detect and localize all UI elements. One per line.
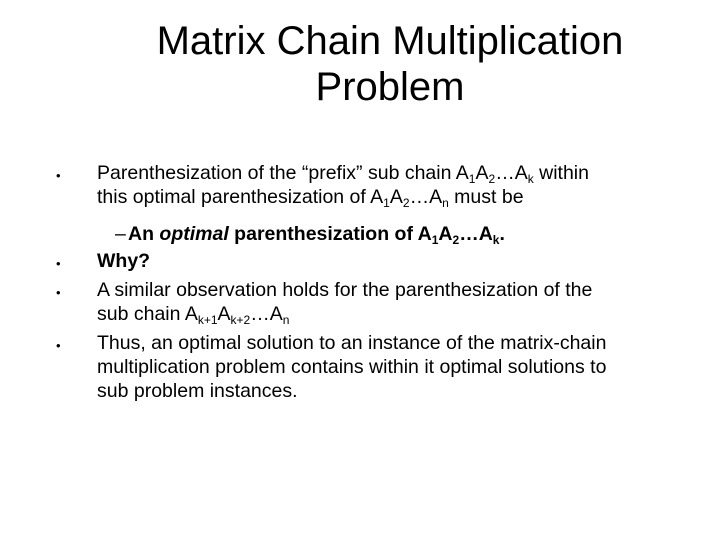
- subscript: 2: [452, 233, 460, 247]
- subscript: k: [492, 233, 500, 247]
- bullet-2: •: [56, 256, 61, 271]
- text-segment: …A: [459, 223, 493, 245]
- bullet-1: •: [56, 168, 61, 183]
- text-segment: …A: [495, 162, 528, 184]
- text-segment: .: [499, 223, 505, 245]
- text-segment: …A: [250, 303, 283, 325]
- bullet-4-line-1: Thus, an optimal solution to an instance of the matrix-chain: [97, 332, 607, 354]
- text-segment: An: [128, 223, 160, 245]
- subscript: k+2: [230, 313, 251, 327]
- sub-bullet-1: [128, 222, 505, 246]
- text-segment: parenthesization of A: [228, 223, 432, 245]
- subscript: n: [282, 313, 290, 327]
- bullet-4: •: [56, 338, 61, 353]
- bullet-1-line-1: [97, 161, 589, 185]
- text-segment: A: [389, 186, 403, 208]
- text-segment: …A: [409, 186, 443, 208]
- subscript: 1: [431, 233, 439, 247]
- bullet-4-line-3: sub problem instances.: [97, 380, 298, 402]
- title-line-2: Problem: [315, 65, 465, 109]
- bullet-3-line-2: [97, 302, 289, 326]
- bullet-4-line-2: multiplication problem contains within it optimal solutions to: [97, 356, 607, 378]
- subscript: 1: [383, 196, 390, 210]
- text-segment: Parenthesization of the “prefix” sub chain A: [97, 162, 469, 184]
- bullet-3-line-1: A similar observation holds for the parenthesization of the: [97, 279, 593, 301]
- subscript: 1: [468, 172, 476, 186]
- title-line-1: Matrix Chain Multiplication: [156, 19, 624, 63]
- bullet-3: •: [56, 285, 61, 300]
- bullet-2-text: Why?: [97, 250, 151, 272]
- subscript: k: [527, 172, 534, 186]
- sub-bullet-dash: –: [115, 223, 126, 245]
- text-segment: must be: [448, 186, 524, 208]
- text-segment: A: [217, 303, 231, 325]
- emphasis: optimal: [159, 223, 229, 245]
- subscript: n: [442, 196, 449, 210]
- text-segment: within: [533, 162, 589, 184]
- subscript: 2: [402, 196, 410, 210]
- text-segment: A: [475, 162, 489, 184]
- text-segment: A: [438, 223, 453, 245]
- slide-title: [60, 18, 720, 110]
- subscript: 2: [488, 172, 496, 186]
- text-segment: this optimal parenthesization of A: [97, 186, 384, 208]
- text-segment: sub chain A: [97, 303, 198, 325]
- subscript: k+1: [197, 313, 218, 327]
- bullet-1-line-2: [97, 185, 524, 209]
